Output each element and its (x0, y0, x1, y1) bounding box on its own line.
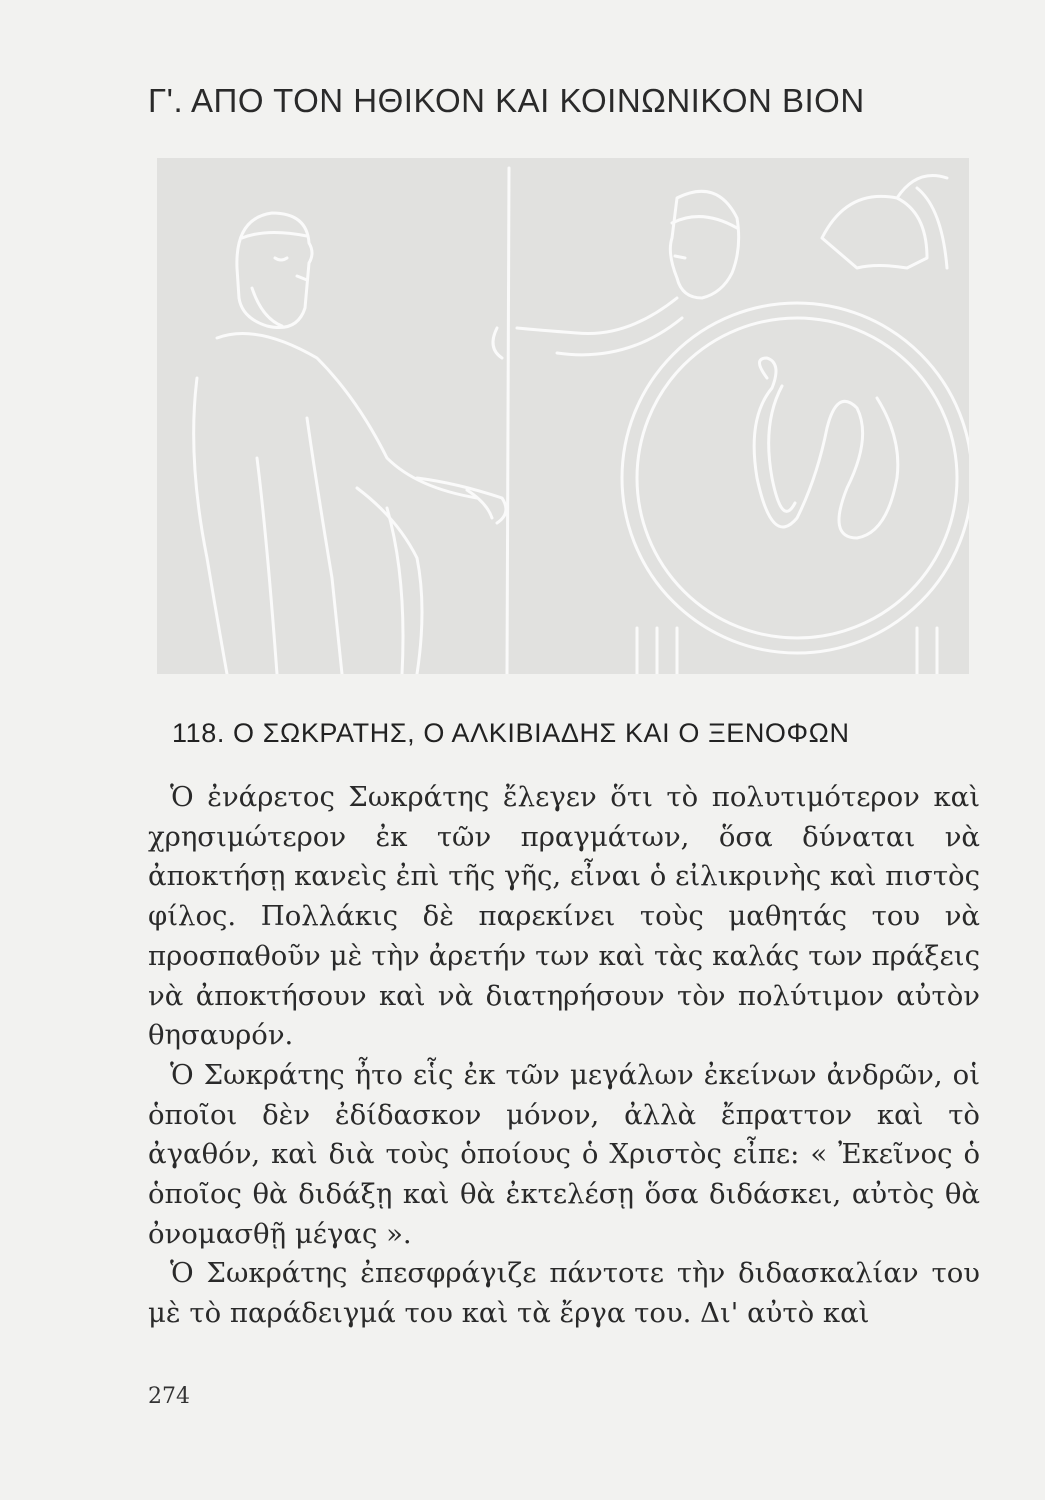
illustration-socrates-alcibiades (157, 158, 969, 674)
illustration-drawing (157, 158, 969, 674)
chapter-title: 118. Ο ΣΩΚΡΑΤΗΣ, Ο ΑΛΚΙΒΙΑΔΗΣ ΚΑΙ Ο ΞΕΝΟΦΩΝ (172, 718, 850, 748)
paragraph-3: Ὁ Σωκράτης ἐπεσφράγιζε πάντοτε τὴν διδασκαλίαν του μὲ τὸ παράδειγμά του καὶ τὰ ἔργα του. Δι' αὐτὸ καὶ (148, 1257, 980, 1330)
paragraph-1: Ὁ ἐνάρετος Σωκράτης ἔλεγεν ὅτι τὸ πολυτιμότερον καὶ χρησιμώτερον ἐκ τῶν πραγμάτων, ὅσα δύναται νὰ ἀποκτήσῃ κανεὶς ἐπὶ τῆς γῆς, εἶναι ὁ εἰλικρινὴς καὶ πιστὸς φίλος. Πολλάκις δὲ παρεκίνει τοὺς μαθητάς του νὰ προσπαθοῦν μὲ τὴν ἀρετήν των καὶ τὰς καλάς των πράξεις νὰ ἀποκτήσουν καὶ νὰ διατηρήσουν τὸν πολύτιμον αὐτὸν θησαυρόν. (148, 781, 980, 1052)
body-text (148, 778, 980, 1334)
section-heading: Γ'. ΑΠΟ ΤΟΝ ΗΘΙΚΟΝ ΚΑΙ ΚΟΙΝΩΝΙΚΟΝ ΒΙΟΝ (148, 82, 865, 119)
page-number: 274 (148, 1384, 190, 1409)
paragraph-2: Ὁ Σωκράτης ἦτο εἷς ἐκ τῶν μεγάλων ἐκείνων ἀνδρῶν, οἱ ὁποῖοι δὲν ἐδίδασκον μόνον, ἀλλὰ ἔπραττον καὶ τὸ ἀγαθόν, καὶ διὰ τοὺς ὁποίους ὁ Χριστὸς εἶπε: « Ἐκεῖνος ὁ ὁποῖος θὰ διδάξῃ καὶ θὰ ἐκτελέσῃ ὅσα διδάσκει, αὐτὸς θὰ ὀνομασθῇ μέγας ». (148, 1058, 980, 1250)
